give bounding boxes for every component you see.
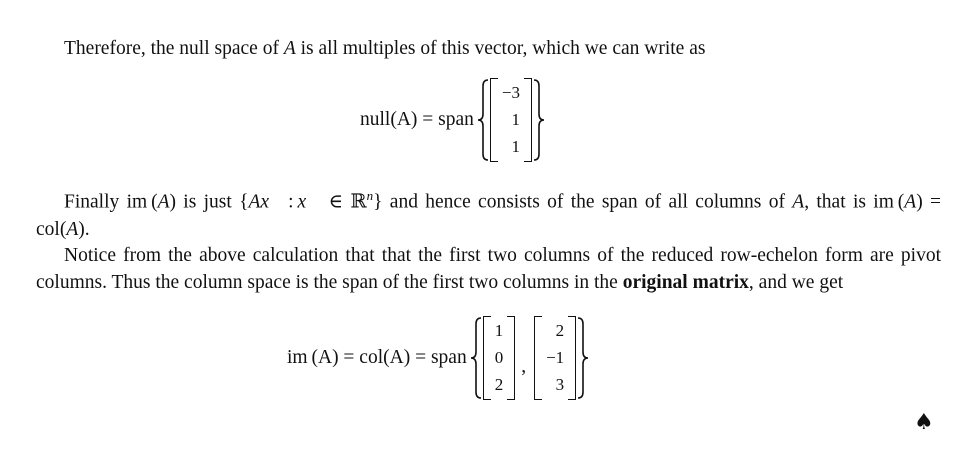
vector-2 [534, 316, 576, 400]
math-exponent: n [366, 188, 374, 203]
math-var: A [904, 191, 917, 213]
vector-separator: , [521, 356, 527, 377]
vector [490, 78, 532, 162]
spade-icon: ♠ [914, 410, 934, 435]
math-var: A [792, 191, 805, 213]
text: : [284, 191, 298, 213]
left-bracket [534, 316, 542, 400]
right-bracket [507, 316, 515, 400]
text: Therefore, the null space of [64, 38, 284, 59]
vector-entry: 0 [494, 347, 504, 367]
text: ∈ ℝ [321, 191, 367, 213]
vector-entry: 1 [511, 109, 520, 129]
text: ) is just { [169, 191, 249, 213]
math-var: A [157, 191, 170, 213]
vector-entry: 3 [555, 374, 565, 394]
text: ) = col( [36, 191, 942, 240]
vector-entry: −3 [501, 83, 520, 103]
vector-entry: 2 [494, 374, 504, 394]
text: Finally im ( [64, 191, 158, 213]
bold-text: original matrix [622, 272, 749, 293]
right-brace-icon [533, 78, 545, 162]
math-var: A [248, 191, 261, 213]
vector-entry: 1 [511, 136, 520, 156]
vector-entry: 1 [494, 321, 504, 341]
math-var: A [283, 38, 296, 59]
left-brace-icon [470, 316, 482, 400]
paragraph-image [36, 182, 941, 243]
text: is all multiples of this vector, which we can write as [295, 38, 706, 59]
vector-entry: 2 [555, 321, 565, 341]
right-bracket [568, 316, 576, 400]
left-bracket [490, 78, 498, 162]
right-bracket [524, 78, 532, 162]
null-space-equation [360, 74, 545, 166]
column-space-equation [287, 312, 589, 404]
vector-entry: −1 [546, 347, 565, 367]
text: , that is im ( [804, 191, 905, 213]
paragraph-column-space [36, 242, 941, 296]
vector-entries [542, 316, 568, 400]
text: Notice from the above calculation that that the first two columns of the reduced row-echelon form are pivot columns. Thus the column space is the span of the first two columns in the [36, 245, 941, 293]
equation-lhs: im (A) = col(A) = span [287, 347, 467, 368]
left-brace-icon [477, 78, 489, 162]
paragraph-null-space [64, 35, 941, 62]
left-bracket [483, 316, 491, 400]
right-brace-icon [577, 316, 589, 400]
math-vector: x⃗ [297, 191, 322, 213]
text: } and hence consists of the span of all columns of [373, 191, 793, 213]
vector-entries [491, 316, 508, 400]
vector-1 [483, 316, 516, 400]
vector-entries [498, 78, 524, 162]
equation-lhs: null(A) = span [360, 109, 474, 130]
math-vector: x⃗ [260, 191, 285, 213]
text: , and we get [748, 272, 844, 293]
text: ). [78, 218, 90, 240]
math-var: A [66, 218, 79, 240]
